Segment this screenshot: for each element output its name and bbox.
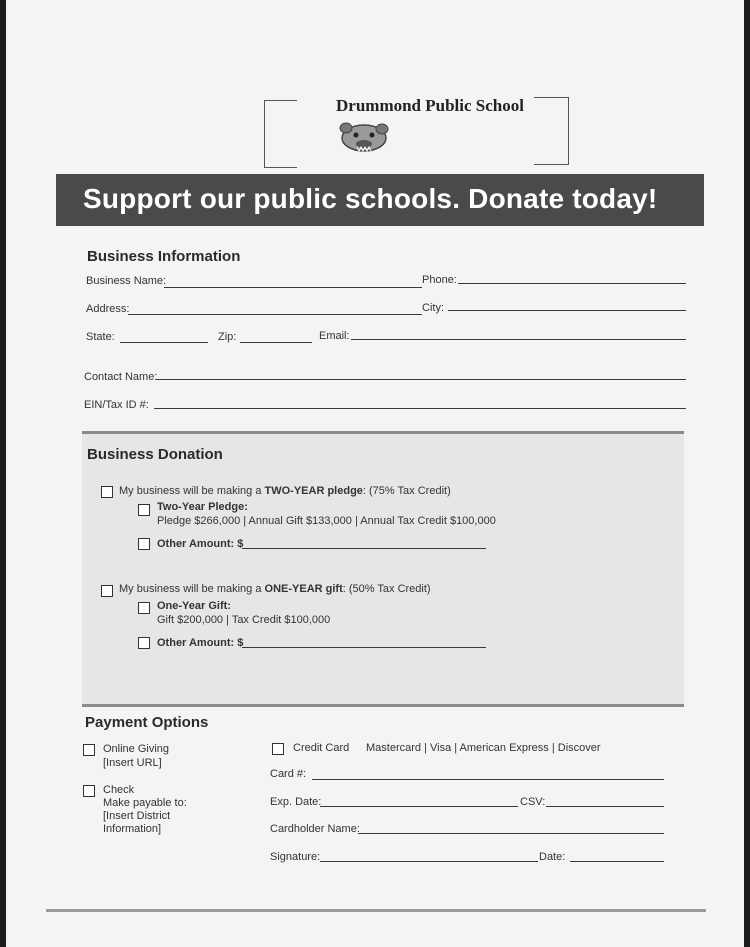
header-bracket-right [534,97,569,165]
city-label: City: [422,302,444,314]
zip-label: Zip: [218,331,237,343]
two-year-pledge-checkbox[interactable] [101,486,113,498]
one-year-other-amount-field[interactable] [242,647,486,648]
ein-field[interactable] [154,408,686,409]
two-year-pledge-option-title: Two-Year Pledge: [157,501,248,513]
cardholder-name-field[interactable] [358,833,664,834]
zip-field[interactable] [240,342,312,343]
csv-label: CSV: [520,796,546,808]
check-checkbox[interactable] [83,785,95,797]
two-year-prefix: My business will be making a [119,485,265,497]
address-label: Address: [86,303,130,315]
two-year-pledge-option-detail: Pledge $266,000 | Annual Gift $133,000 | Annual Tax Credit $100,000 [157,515,496,527]
date-label: Date: [539,851,566,863]
business-name-label: Business Name: [86,275,167,287]
school-name: Drummond Public School [336,96,524,115]
bottom-divider [46,909,706,912]
form-page [6,0,744,947]
one-year-other-checkbox[interactable] [138,637,150,649]
check-district-label: [Insert District [103,810,171,822]
signature-field[interactable] [320,861,538,862]
one-year-other-label: Other Amount: $ [157,637,244,649]
csv-field[interactable] [546,806,664,807]
one-year-bold: ONE-YEAR gift [264,583,343,595]
banner-text: Support our public schools. Donate today! [83,183,658,214]
credit-card-label: Credit Card [293,742,350,754]
header-bracket-left [264,100,297,168]
one-year-gift-option-title: One-Year Gift: [157,600,231,612]
address-field[interactable] [128,314,422,315]
phone-field[interactable] [458,283,686,284]
email-label: Email: [319,330,350,342]
ein-label: EIN/Tax ID #: [84,399,149,411]
date-field[interactable] [570,861,664,862]
city-field[interactable] [448,310,686,311]
one-year-gift-option-detail: Gift $200,000 | Tax Credit $100,000 [157,614,331,626]
phone-label: Phone: [422,274,457,286]
check-label: Check [103,784,135,796]
two-year-pledge-label [119,485,451,497]
online-giving-label: Online Giving [103,743,170,755]
email-field[interactable] [351,339,686,340]
check-district-info-label: Information] [103,823,162,835]
business-name-field[interactable] [164,287,422,288]
two-year-other-checkbox[interactable] [138,538,150,550]
card-types-label: Mastercard | Visa | American Express | Discover [366,742,601,754]
card-number-field[interactable] [312,779,664,780]
business-info-title: Business Information [87,248,241,265]
one-year-suffix: : (50% Tax Credit) [342,583,431,595]
exp-date-label: Exp. Date: [270,796,322,808]
state-field[interactable] [120,342,208,343]
bulldog-mascot-icon [336,120,392,156]
signature-label: Signature: [270,851,321,863]
two-year-other-label: Other Amount: $ [157,538,244,550]
payment-options-title: Payment Options [85,714,209,731]
card-number-label: Card #: [270,768,307,780]
one-year-gift-option-checkbox[interactable] [138,602,150,614]
exp-date-field[interactable] [320,806,518,807]
business-donation-panel [82,431,684,707]
two-year-suffix: : (75% Tax Credit) [362,485,451,497]
two-year-pledge-option-checkbox[interactable] [138,504,150,516]
one-year-prefix: My business will be making a [119,583,265,595]
contact-name-field[interactable] [156,379,686,380]
contact-name-label: Contact Name: [84,371,158,383]
state-label: State: [86,331,115,343]
online-giving-checkbox[interactable] [83,744,95,756]
check-payable-label: Make payable to: [103,797,187,809]
two-year-other-amount-field[interactable] [242,548,486,549]
donate-banner [56,174,704,226]
cardholder-name-label: Cardholder Name: [270,823,360,835]
one-year-gift-checkbox[interactable] [101,585,113,597]
one-year-gift-label [119,583,431,595]
credit-card-checkbox[interactable] [272,743,284,755]
online-giving-url: [Insert URL] [103,757,162,769]
two-year-bold: TWO-YEAR pledge [264,485,363,497]
business-donation-title: Business Donation [87,446,223,463]
